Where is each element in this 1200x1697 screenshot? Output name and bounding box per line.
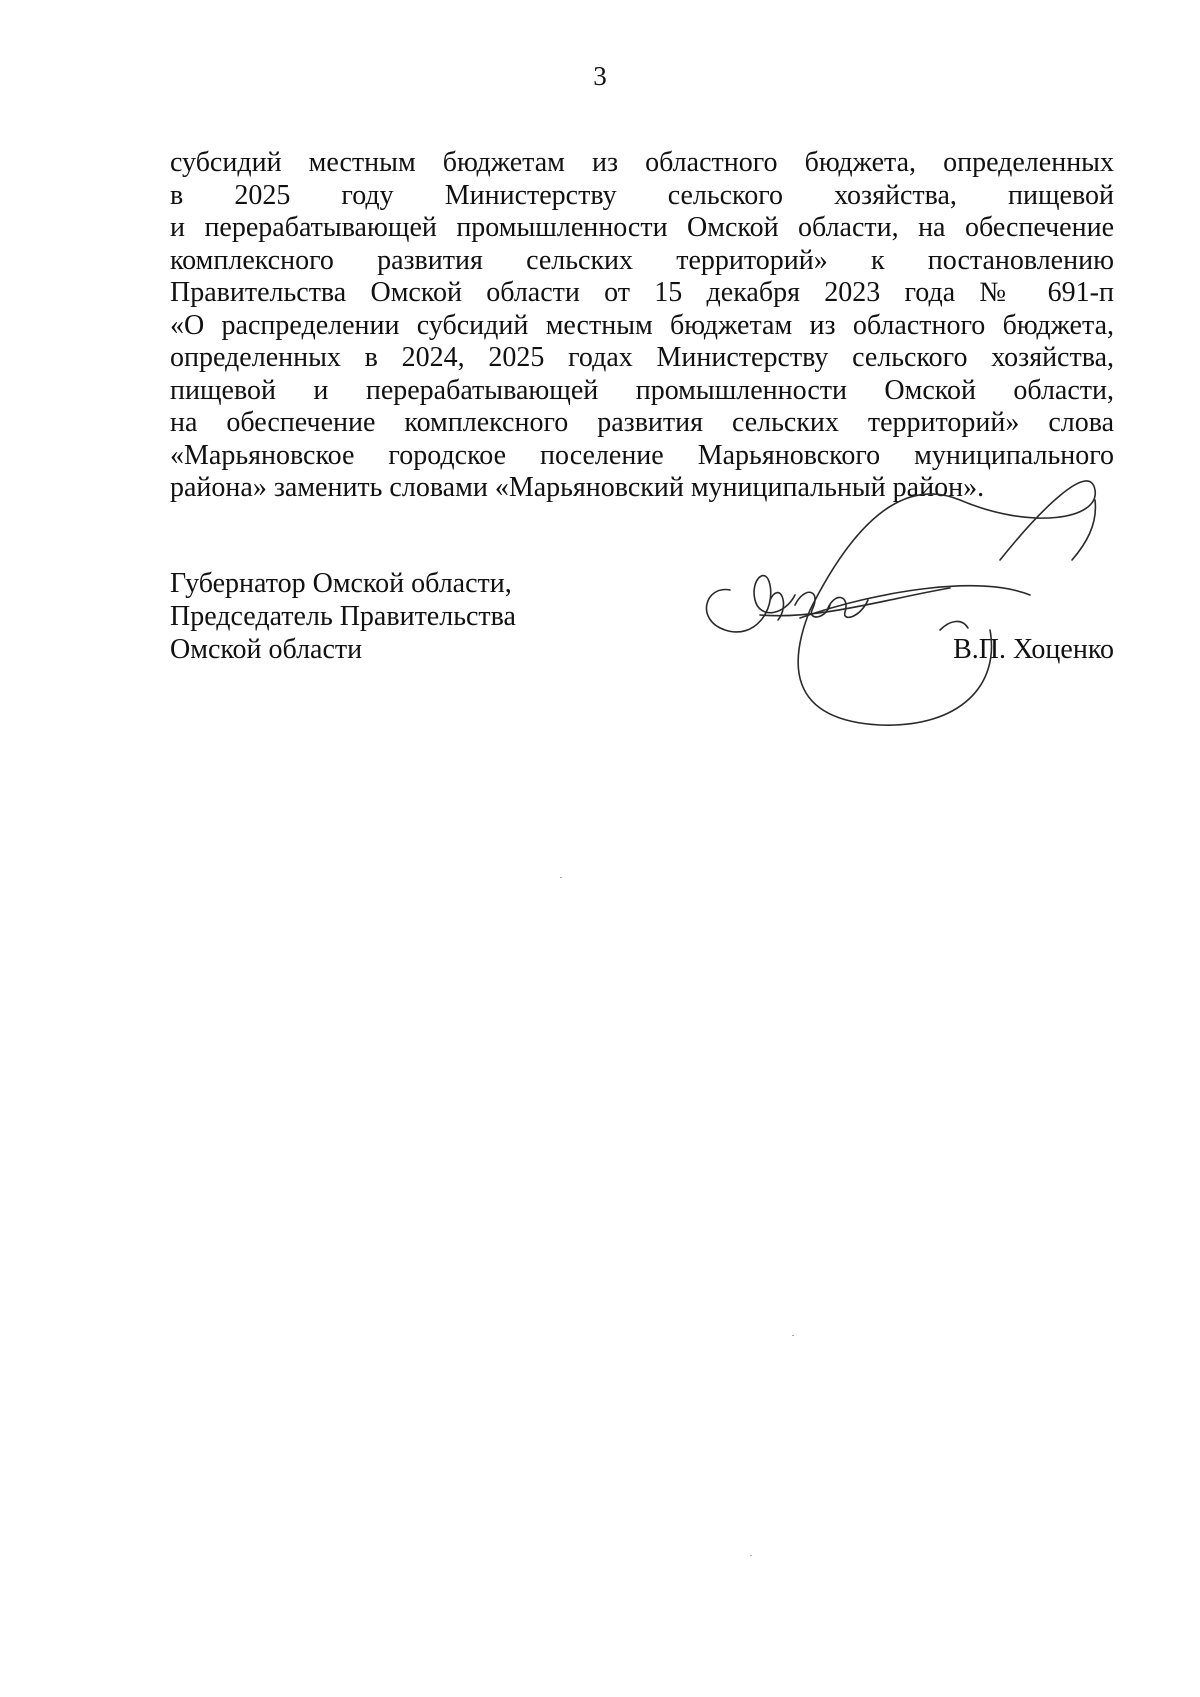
body-line: комплексного развития сельских территорий» к постановлению — [170, 244, 1114, 276]
body-line: пищевой и перерабатывающей промышленности Омской области, — [170, 374, 1114, 406]
signature-block — [170, 567, 1114, 687]
scan-speck — [792, 1335, 794, 1336]
body-line: на обеспечение комплексного развития сельских территорий» слова — [170, 407, 1114, 438]
body-line: определенных в 2024, 2025 годах Министерству сельского хозяйства, — [170, 342, 1114, 373]
body-paragraph — [170, 147, 1114, 505]
body-line: и перерабатывающей промышленности Омской области, на обеспечение — [170, 212, 1114, 243]
page-number: 3 — [593, 61, 607, 91]
signer-position — [170, 567, 516, 666]
signer-name: В.П. Хоценко — [953, 634, 1114, 665]
signer-position-line: Омской области — [170, 634, 363, 665]
body-line: «Марьяновское городское поселение Марьяновского муниципального — [170, 439, 1114, 471]
body-line: в 2025 году Министерству сельского хозяйства, пищевой — [170, 179, 1114, 211]
signer-position-line: Губернатор Омской области, — [170, 568, 512, 599]
scan-speck — [560, 877, 562, 878]
signer-position-line: Председатель Правительства — [170, 601, 516, 632]
body-line: субсидий местным бюджетам из областного бюджета, определенных — [170, 147, 1114, 178]
body-line: Правительства Омской области от 15 декабря 2023 года № 691-п — [170, 277, 1114, 308]
body-line: района» заменить словами «Марьяновский муниципальный район». — [170, 472, 985, 503]
scan-speck — [750, 1555, 752, 1556]
body-line: «О распределении субсидий местным бюджетам из областного бюджета, — [170, 309, 1114, 341]
